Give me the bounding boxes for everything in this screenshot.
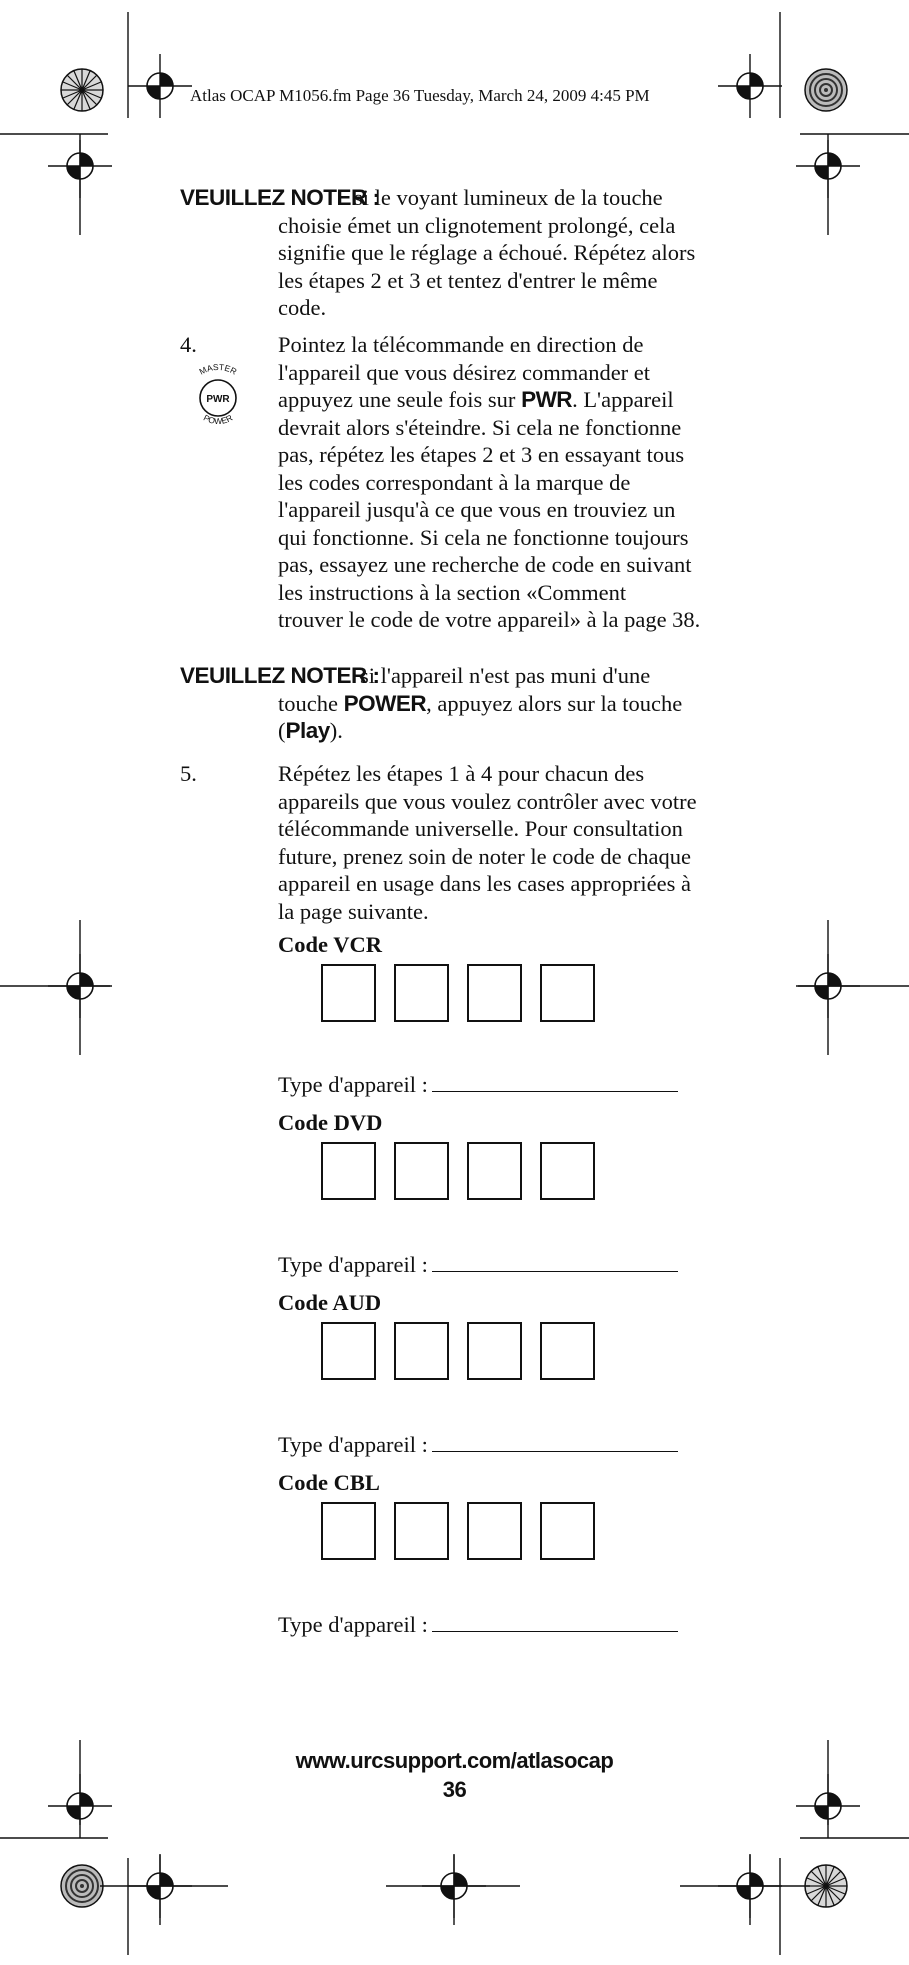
step-text-line: les instructions à la section «Comment [278, 579, 627, 605]
code-digit-box[interactable] [321, 1142, 376, 1200]
note-label: VEUILLEZ NOTER : [180, 185, 380, 210]
file-header: Atlas OCAP M1056.fm Page 36 Tuesday, March 24, 2009 4:45 PM [190, 86, 650, 105]
code-digit-box[interactable] [540, 1322, 595, 1380]
note-text-line: si l'appareil n'est pas muni d'une [360, 663, 651, 688]
code-label-cbl: Code CBL [278, 1470, 380, 1495]
code-digit-box[interactable] [540, 964, 595, 1022]
step-text-line: appuyez une seule fois sur PWR. L'appareil [278, 387, 674, 412]
code-digit-box[interactable] [467, 1322, 522, 1380]
code-digit-box[interactable] [540, 1142, 595, 1200]
note-text-line: touche POWER, appuyez alors sur la touche [278, 690, 683, 716]
pwr-icon-top-text: MASTER [197, 362, 239, 377]
code-boxes-cbl[interactable] [321, 1502, 595, 1560]
step-number: 5. [180, 761, 197, 786]
code-digit-box[interactable] [321, 1502, 376, 1560]
pwr-icon-label: PWR [206, 394, 230, 405]
device-type-line-dvd[interactable]: Type d'appareil : [278, 1252, 678, 1278]
step-number: 4. [180, 332, 197, 357]
pwr-key-name: PWR [521, 387, 573, 412]
play-key-name: Play [285, 718, 330, 743]
step-text-line: trouver le code de votre appareil» à la page 38. [278, 607, 701, 632]
code-label-aud: Code AUD [278, 1290, 382, 1315]
code-digit-box[interactable] [321, 964, 376, 1022]
step-text-line: télécommande universelle. Pour consultation [278, 816, 683, 841]
step-text-line: la page suivante. [278, 898, 429, 924]
step-text-line: future, prenez soin de noter le code de chaque [278, 843, 691, 869]
code-label-vcr: Code VCR [278, 932, 382, 957]
code-boxes-dvd[interactable] [321, 1142, 595, 1200]
master-power-button-icon [176, 362, 260, 432]
step-text-line: Pointez la télécommande en direction de [278, 332, 644, 357]
code-boxes-aud[interactable] [321, 1322, 595, 1380]
step-text-line: l'appareil jusqu'à ce que vous en trouviez un [278, 497, 676, 522]
page-number: 36 [442, 1777, 467, 1802]
step-text-line: Répétez les étapes 1 à 4 pour chacun des [278, 761, 645, 786]
note-text-line: (Play). [278, 718, 343, 743]
step-text-line: devrait alors s'éteindre. Si cela ne fonctionne [278, 414, 682, 440]
code-digit-box[interactable] [540, 1502, 595, 1560]
power-key-name: POWER [343, 690, 427, 716]
code-digit-box[interactable] [321, 1322, 376, 1380]
step-text-line: l'appareil que vous désirez commander et [278, 359, 651, 385]
svg-text:MASTER [198, 362, 239, 377]
device-type-line-aud[interactable]: Type d'appareil : [278, 1432, 678, 1458]
code-digit-box[interactable] [394, 1142, 449, 1200]
note-text-line: code. [278, 295, 327, 320]
pwr-icon-bottom-text: POWER [201, 412, 235, 427]
step-text-line: appareil en usage dans les cases appropriées à [278, 871, 691, 896]
svg-text:POWER [202, 413, 234, 427]
device-type-line-cbl[interactable]: Type d'appareil : [278, 1612, 678, 1638]
code-digit-box[interactable] [394, 1502, 449, 1560]
note-text-line: signifie que le réglage a échoué. Répétez alors [278, 240, 696, 265]
step-text-line: appareils que vous voulez contrôler avec votre [278, 788, 697, 814]
note-label: VEUILLEZ NOTER : [180, 663, 380, 688]
code-digit-box[interactable] [467, 1502, 522, 1560]
code-digit-box[interactable] [467, 964, 522, 1022]
step-text-line: pas, essayez une recherche de code en suivant [278, 552, 692, 577]
footer-url: www.urcsupport.com/atlasocap [295, 1748, 614, 1773]
device-type-line-vcr[interactable]: Type d'appareil : [278, 1072, 678, 1098]
step-text-line: pas, répétez les étapes 2 et 3 en essayant tous [278, 442, 685, 467]
code-label-dvd: Code DVD [278, 1110, 383, 1135]
code-digit-box[interactable] [467, 1142, 522, 1200]
code-digit-box[interactable] [394, 964, 449, 1022]
note-text-line: les étapes 2 et 3 et tentez d'entrer le même [278, 267, 658, 293]
code-digit-box[interactable] [394, 1322, 449, 1380]
code-boxes-vcr[interactable] [321, 964, 595, 1022]
step-text-line: les codes correspondant à la marque de [278, 469, 631, 495]
step-text-line: qui fonctionne. Si cela ne fonctionne toujours [278, 524, 689, 550]
note-text-line: choisie émet un clignotement prolongé, cela [278, 212, 676, 238]
note-text-line: si le voyant lumineux de la touche [354, 185, 663, 210]
